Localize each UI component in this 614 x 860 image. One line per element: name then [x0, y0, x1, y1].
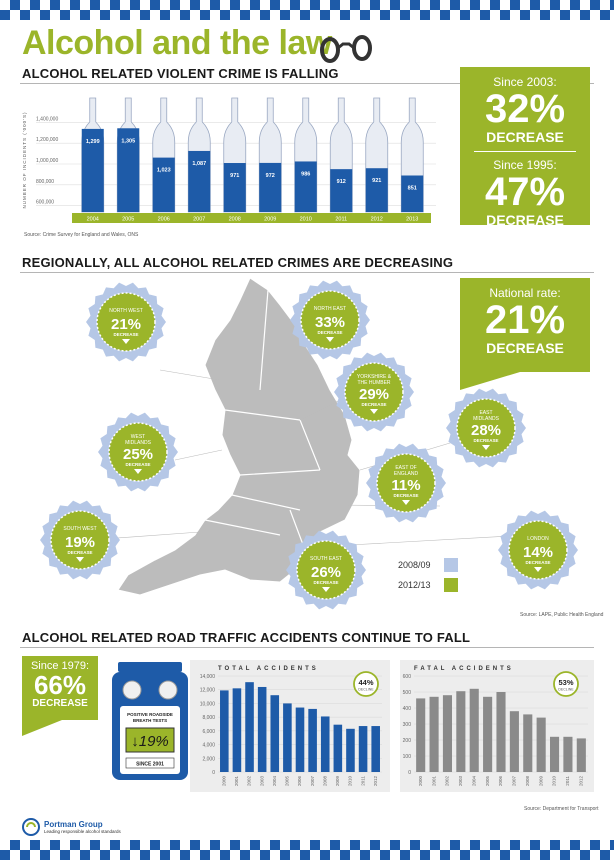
breathalyser-caption-2: BREATH TESTS — [132, 718, 168, 723]
fatal-accidents-panel — [400, 660, 594, 792]
bar — [258, 687, 267, 772]
legend-item-2012 — [398, 578, 458, 592]
region-name: WEST — [130, 434, 146, 440]
bottle-fill-bar — [295, 161, 317, 212]
y-tick-label: 800,000 — [36, 178, 55, 185]
fatal-accidents-title: FATAL ACCIDENTS — [414, 666, 514, 672]
region-name: EAST OF — [395, 465, 417, 471]
x-tick-label: 2008 — [228, 216, 241, 223]
bar-value-label: 1,305 — [121, 138, 136, 145]
y-tick-label: 4,000 — [202, 742, 215, 749]
x-tick-label: 2011 — [360, 776, 366, 786]
x-tick-label: 2006 — [297, 776, 303, 787]
region-name: EAST — [479, 410, 493, 416]
x-tick-label: 2009 — [264, 216, 277, 223]
stat-pct-32: 32% — [484, 87, 566, 131]
stat-since-1995: Since 1995: — [493, 158, 557, 172]
bar-value-label: 972 — [265, 172, 275, 179]
bar — [563, 737, 572, 772]
stat-decrease-label: DECREASE — [32, 698, 88, 709]
x-tick-label: 2012 — [578, 776, 584, 787]
region-badge — [366, 444, 446, 523]
region-pct: 29% — [358, 386, 390, 403]
region-name: LONDON — [527, 536, 549, 542]
y-axis-label: NUMBER OF INCIDENTS ('000'S) — [22, 111, 27, 209]
region-pct: 26% — [310, 564, 342, 581]
x-tick-label: 2000 — [417, 776, 423, 787]
x-tick-label: 2010 — [551, 776, 557, 787]
legend-item-2008 — [398, 558, 458, 572]
breathalyser-reading: ↓19% — [131, 733, 169, 750]
stat-national-rate: National rate: — [489, 286, 561, 300]
y-tick-label: 8,000 — [202, 715, 215, 722]
bar — [443, 695, 452, 772]
divider — [20, 647, 594, 648]
legend-label: 2008/09 — [398, 560, 431, 570]
x-tick-label: 2006 — [498, 776, 504, 787]
divider — [474, 151, 576, 152]
legend-swatch-blue — [444, 558, 458, 572]
x-tick-label: 2010 — [347, 776, 353, 787]
region-badge — [98, 413, 178, 492]
violent-crime-bottle-chart — [20, 88, 444, 230]
bar-value-label: 986 — [301, 171, 311, 178]
region-name: NORTH WEST — [109, 308, 143, 314]
region-pct: 28% — [470, 422, 502, 439]
y-tick-label: 1,400,000 — [36, 116, 59, 123]
region-badge — [286, 531, 366, 610]
stat-pct-66: 66% — [33, 670, 87, 700]
region-decrease-label: DECREASE — [361, 402, 387, 407]
section-heading-road-traffic: ALCOHOL RELATED ROAD TRAFFIC ACCIDENTS CONTINUE TO FALL — [22, 630, 471, 645]
bottle-fill-bar — [153, 158, 175, 212]
decline-pct: 53% — [558, 678, 574, 687]
handcuffs-icon — [318, 30, 374, 70]
x-tick-label: 2003 — [259, 776, 265, 787]
bar-value-label: 851 — [407, 185, 417, 192]
region-name: SOUTH WEST — [63, 526, 97, 532]
x-tick-label: 2008 — [322, 776, 328, 787]
region-pct: 11% — [391, 477, 421, 494]
region-decrease-label: DECREASE — [525, 560, 551, 565]
region-decrease-label: DECREASE — [125, 462, 151, 467]
checkered-border-top — [0, 0, 614, 20]
bar — [416, 698, 425, 772]
region-decrease-label: DECREASE — [393, 493, 419, 498]
total-accidents-panel — [190, 660, 390, 792]
bar — [359, 726, 368, 772]
stat-decrease-label: DECREASE — [486, 129, 564, 145]
region-badge — [446, 389, 526, 468]
region-badge — [334, 353, 414, 432]
region-badge — [290, 281, 370, 360]
stat-box-pointer — [22, 720, 98, 736]
region-name-line2: THE HUMBER — [357, 380, 391, 386]
bar — [334, 725, 343, 772]
x-tick-label: 2004 — [86, 216, 99, 223]
region-decrease-label: DECREASE — [313, 580, 339, 585]
breathalyser-button-left — [123, 681, 141, 699]
bar — [308, 709, 317, 772]
decline-label: DECLINE — [358, 687, 374, 692]
breathalyser-device — [112, 660, 188, 780]
bar-value-label: 921 — [372, 178, 382, 185]
breathalyser-button-right — [159, 681, 177, 699]
x-tick-label: 2009 — [335, 776, 341, 787]
stat-since-2003: Since 2003: — [493, 75, 557, 89]
bar — [523, 714, 532, 772]
y-tick-label: 2,000 — [202, 756, 215, 763]
bar — [321, 716, 330, 772]
section-heading-regional: REGIONALLY, ALL ALCOHOL RELATED CRIMES ARE DECREASING — [22, 255, 454, 270]
bar — [470, 689, 479, 772]
bar — [483, 697, 492, 772]
bottle-fill-bar — [366, 168, 388, 212]
section-heading-violent-crime: ALCOHOL RELATED VIOLENT CRIME IS FALLING — [22, 66, 339, 81]
footer-brand: Portman Group — [44, 820, 103, 829]
x-tick-label: 2003 — [458, 776, 464, 787]
bar — [456, 691, 465, 772]
y-tick-label: 0 — [212, 770, 215, 776]
checkered-border-bottom — [0, 840, 614, 860]
breathalyser-caption-1: POSITIVE ROADSIDE — [127, 712, 173, 717]
y-tick-label: 100 — [402, 754, 411, 760]
bar — [537, 718, 546, 772]
bar — [346, 729, 355, 772]
region-pct: 21% — [110, 316, 142, 333]
bottle-fill-bar — [330, 169, 352, 212]
stat-box-pointer — [460, 372, 590, 390]
bar — [220, 690, 229, 772]
x-tick-label: 2001 — [431, 776, 437, 787]
region-badge — [498, 511, 578, 590]
y-tick-label: 500 — [402, 690, 411, 696]
footer-tagline: Leading responsible alcohol standards — [44, 829, 121, 834]
bar — [371, 726, 380, 772]
y-tick-label: 600,000 — [36, 199, 55, 206]
source-note-road-traffic: Source: Department for Transport — [524, 806, 599, 812]
bar-value-label: 971 — [230, 173, 240, 180]
y-tick-label: 400 — [402, 706, 411, 712]
y-tick-label: 1,000,000 — [36, 158, 59, 164]
portman-logo-icon — [22, 818, 40, 836]
x-tick-label: 2007 — [193, 216, 206, 223]
bar — [577, 738, 586, 772]
x-tick-label: 2011 — [565, 776, 571, 786]
stat-decrease-label: DECREASE — [486, 212, 564, 228]
y-tick-label: 300 — [402, 722, 411, 728]
portman-group-logo — [22, 818, 121, 836]
bottle-fill-bar — [401, 175, 423, 212]
region-decrease-label: DECREASE — [473, 438, 499, 443]
region-pct: 19% — [64, 534, 96, 551]
source-note-violent-crime: Source: Crime Survey for England and Wales, ONS — [24, 232, 139, 238]
region-pct: 14% — [522, 544, 554, 561]
region-name-line2: MIDLANDS — [473, 416, 499, 422]
legend-swatch-green — [444, 578, 458, 592]
region-name-line2: ENGLAND — [393, 471, 419, 477]
region-decrease-label: DECREASE — [317, 330, 343, 335]
y-tick-label: 12,000 — [199, 687, 215, 694]
bar — [283, 703, 292, 772]
x-tick-label: 2002 — [246, 776, 252, 787]
violent-crime-stat-box — [460, 67, 590, 228]
bar-value-label: 1,087 — [192, 160, 207, 167]
bar-value-label: 912 — [336, 179, 346, 186]
bar — [430, 697, 439, 772]
bar — [510, 711, 519, 772]
bar — [270, 695, 279, 772]
x-tick-label: 2005 — [284, 776, 290, 787]
stat-pct-47: 47% — [484, 170, 566, 214]
region-decrease-label: DECREASE — [113, 332, 139, 337]
x-tick-label: 2012 — [372, 776, 378, 787]
total-accidents-title: TOTAL ACCIDENTS — [218, 666, 319, 672]
x-tick-label: 2006 — [157, 216, 170, 223]
region-name: SOUTH EAST — [310, 556, 342, 562]
bar — [496, 692, 505, 772]
stat-pct-21: 21% — [484, 298, 566, 342]
y-tick-label: 200 — [402, 738, 411, 744]
x-tick-label: 2007 — [309, 776, 315, 787]
y-tick-label: 6,000 — [202, 728, 215, 735]
x-tick-label: 2002 — [444, 776, 450, 787]
y-tick-label: 1,200,000 — [36, 137, 59, 144]
region-name-line2: MIDLANDS — [125, 440, 151, 446]
x-tick-label: 2007 — [511, 776, 517, 787]
region-name: NORTH EAST — [313, 306, 347, 312]
fatal-accidents-chart — [400, 660, 594, 792]
x-tick-label: 2008 — [524, 776, 530, 787]
total-accidents-chart — [190, 660, 390, 792]
region-badge — [86, 283, 166, 362]
stat-decrease-label: DECREASE — [486, 340, 564, 356]
bar-value-label: 1,023 — [156, 167, 171, 174]
x-tick-label: 2005 — [484, 776, 490, 787]
breathalyser-since: SINCE 2001 — [136, 761, 164, 768]
bar — [296, 708, 305, 772]
source-note-regional: Source: LAPE, Public Health England — [520, 612, 604, 618]
x-tick-label: 2000 — [221, 776, 227, 787]
decline-label: DECLINE — [558, 687, 574, 692]
region-name: YORKSHIRE & — [356, 374, 392, 380]
road-traffic-stat-box — [22, 656, 98, 720]
x-tick-label: 2001 — [234, 776, 240, 787]
x-tick-label: 2011 — [335, 216, 348, 223]
region-pct: 25% — [122, 446, 154, 463]
bar — [245, 682, 254, 772]
bar-value-label: 1,299 — [85, 138, 100, 145]
region-pct: 33% — [314, 314, 346, 331]
page-title: Alcohol and the law — [22, 24, 332, 62]
x-tick-label: 2012 — [370, 216, 383, 223]
stat-since-1979: Since 1979: — [30, 660, 90, 672]
y-tick-label: 10,000 — [199, 701, 215, 708]
national-rate-stat-box — [460, 278, 590, 372]
x-tick-label: 2004 — [471, 776, 477, 787]
x-tick-label: 2005 — [122, 216, 135, 223]
x-tick-label: 2010 — [299, 216, 312, 223]
decline-pct: 44% — [358, 678, 374, 687]
bottle-fill-bar — [259, 163, 281, 212]
y-tick-label: 0 — [408, 770, 411, 776]
legend — [398, 558, 458, 592]
x-tick-label: 2004 — [271, 776, 277, 787]
region-decrease-label: DECREASE — [67, 550, 93, 555]
x-tick-label: 2013 — [406, 216, 419, 223]
y-tick-label: 600 — [402, 674, 411, 680]
legend-label: 2012/13 — [398, 580, 431, 590]
breathalyser-mouthpiece — [118, 662, 182, 672]
x-tick-label: 2009 — [538, 776, 544, 787]
region-badge — [40, 501, 120, 580]
bottle-fill-bar — [224, 163, 246, 212]
bar — [233, 688, 242, 772]
bar — [550, 737, 559, 772]
y-tick-label: 14,000 — [199, 674, 215, 680]
